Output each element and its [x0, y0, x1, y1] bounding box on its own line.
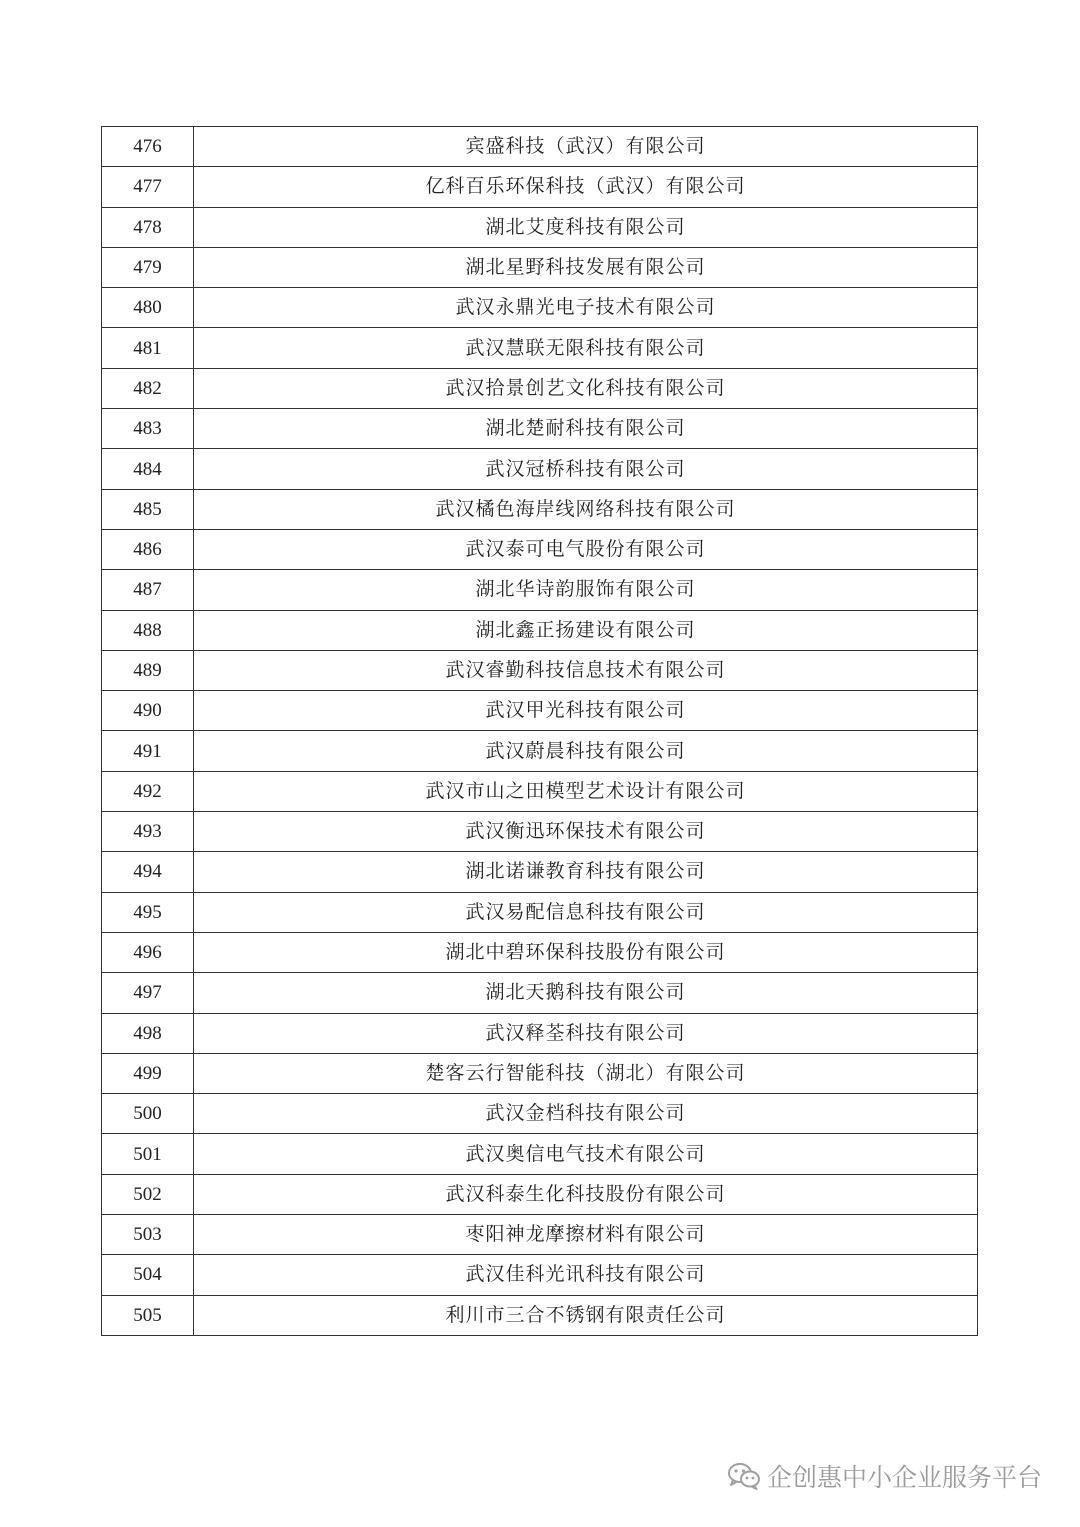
company-list-table [101, 126, 978, 1336]
table-row [102, 409, 978, 449]
company-name-cell: 湖北鑫正扬建设有限公司 [194, 610, 978, 650]
company-name-cell: 武汉奥信电气技术有限公司 [194, 1134, 978, 1174]
row-number-cell: 482 [102, 368, 194, 408]
row-number-cell: 501 [102, 1134, 194, 1174]
row-number-cell: 487 [102, 570, 194, 610]
row-number-cell: 495 [102, 892, 194, 932]
row-number-cell: 499 [102, 1053, 194, 1093]
row-number-cell: 491 [102, 731, 194, 771]
row-number-cell: 485 [102, 489, 194, 529]
table-row [102, 892, 978, 932]
table-row [102, 610, 978, 650]
company-name-cell: 湖北星野科技发展有限公司 [194, 247, 978, 287]
table-row [102, 167, 978, 207]
table-row [102, 731, 978, 771]
company-name-cell: 湖北华诗韵服饰有限公司 [194, 570, 978, 610]
company-name-cell: 武汉衡迅环保技术有限公司 [194, 812, 978, 852]
table-row [102, 1174, 978, 1214]
company-name-cell: 武汉科泰生化科技股份有限公司 [194, 1174, 978, 1214]
row-number-cell: 490 [102, 691, 194, 731]
company-name-cell: 湖北中碧环保科技股份有限公司 [194, 932, 978, 972]
company-name-cell: 武汉释荃科技有限公司 [194, 1013, 978, 1053]
row-number-cell: 483 [102, 409, 194, 449]
table-row [102, 288, 978, 328]
row-number-cell: 494 [102, 852, 194, 892]
table-row [102, 1255, 978, 1295]
company-name-cell: 湖北诺谦教育科技有限公司 [194, 852, 978, 892]
company-name-cell: 湖北天鹅科技有限公司 [194, 973, 978, 1013]
table-row [102, 852, 978, 892]
table-row [102, 207, 978, 247]
table-row [102, 932, 978, 972]
company-name-cell: 枣阳神龙摩擦材料有限公司 [194, 1215, 978, 1255]
row-number-cell: 502 [102, 1174, 194, 1214]
company-name-cell: 武汉慧联无限科技有限公司 [194, 328, 978, 368]
table-row [102, 489, 978, 529]
row-number-cell: 477 [102, 167, 194, 207]
row-number-cell: 479 [102, 247, 194, 287]
table-row [102, 771, 978, 811]
row-number-cell: 486 [102, 529, 194, 569]
table-row [102, 1094, 978, 1134]
row-number-cell: 480 [102, 288, 194, 328]
company-name-cell: 亿科百乐环保科技（武汉）有限公司 [194, 167, 978, 207]
row-number-cell: 488 [102, 610, 194, 650]
company-name-cell: 武汉佳科光讯科技有限公司 [194, 1255, 978, 1295]
company-name-cell: 武汉橘色海岸线网络科技有限公司 [194, 489, 978, 529]
table-row [102, 449, 978, 489]
row-number-cell: 500 [102, 1094, 194, 1134]
company-name-cell: 武汉睿勤科技信息技术有限公司 [194, 650, 978, 690]
wechat-icon [727, 1462, 761, 1490]
table-row [102, 691, 978, 731]
row-number-cell: 478 [102, 207, 194, 247]
row-number-cell: 504 [102, 1255, 194, 1295]
row-number-cell: 497 [102, 973, 194, 1013]
row-number-cell: 493 [102, 812, 194, 852]
watermark [727, 1458, 1042, 1494]
table-row [102, 529, 978, 569]
company-name-cell: 武汉市山之田模型艺术设计有限公司 [194, 771, 978, 811]
table-row [102, 570, 978, 610]
watermark-text: 企创惠中小企业服务平台 [766, 1463, 1042, 1492]
table-row [102, 1134, 978, 1174]
table-row [102, 650, 978, 690]
table-row [102, 973, 978, 1013]
company-name-cell: 武汉拾景创艺文化科技有限公司 [194, 368, 978, 408]
table-body [102, 127, 978, 1336]
company-name-cell: 武汉金档科技有限公司 [194, 1094, 978, 1134]
table-row [102, 328, 978, 368]
company-name-cell: 利川市三合不锈钢有限责任公司 [194, 1295, 978, 1335]
row-number-cell: 492 [102, 771, 194, 811]
company-name-cell: 武汉泰可电气股份有限公司 [194, 529, 978, 569]
table-row [102, 1215, 978, 1255]
row-number-cell: 489 [102, 650, 194, 690]
company-name-cell: 武汉易配信息科技有限公司 [194, 892, 978, 932]
table-row [102, 1013, 978, 1053]
row-number-cell: 505 [102, 1295, 194, 1335]
company-name-cell: 楚客云行智能科技（湖北）有限公司 [194, 1053, 978, 1093]
row-number-cell: 498 [102, 1013, 194, 1053]
table-row [102, 368, 978, 408]
company-name-cell: 武汉蔚晨科技有限公司 [194, 731, 978, 771]
row-number-cell: 484 [102, 449, 194, 489]
table-row [102, 812, 978, 852]
company-name-cell: 湖北楚耐科技有限公司 [194, 409, 978, 449]
company-name-cell: 湖北艾度科技有限公司 [194, 207, 978, 247]
table-row [102, 127, 978, 167]
row-number-cell: 476 [102, 127, 194, 167]
table-row [102, 1295, 978, 1335]
company-name-cell: 武汉冠桥科技有限公司 [194, 449, 978, 489]
row-number-cell: 496 [102, 932, 194, 972]
row-number-cell: 481 [102, 328, 194, 368]
company-name-cell: 宾盛科技（武汉）有限公司 [194, 127, 978, 167]
table-row [102, 247, 978, 287]
table-row [102, 1053, 978, 1093]
company-name-cell: 武汉甲光科技有限公司 [194, 691, 978, 731]
company-name-cell: 武汉永鼎光电子技术有限公司 [194, 288, 978, 328]
row-number-cell: 503 [102, 1215, 194, 1255]
